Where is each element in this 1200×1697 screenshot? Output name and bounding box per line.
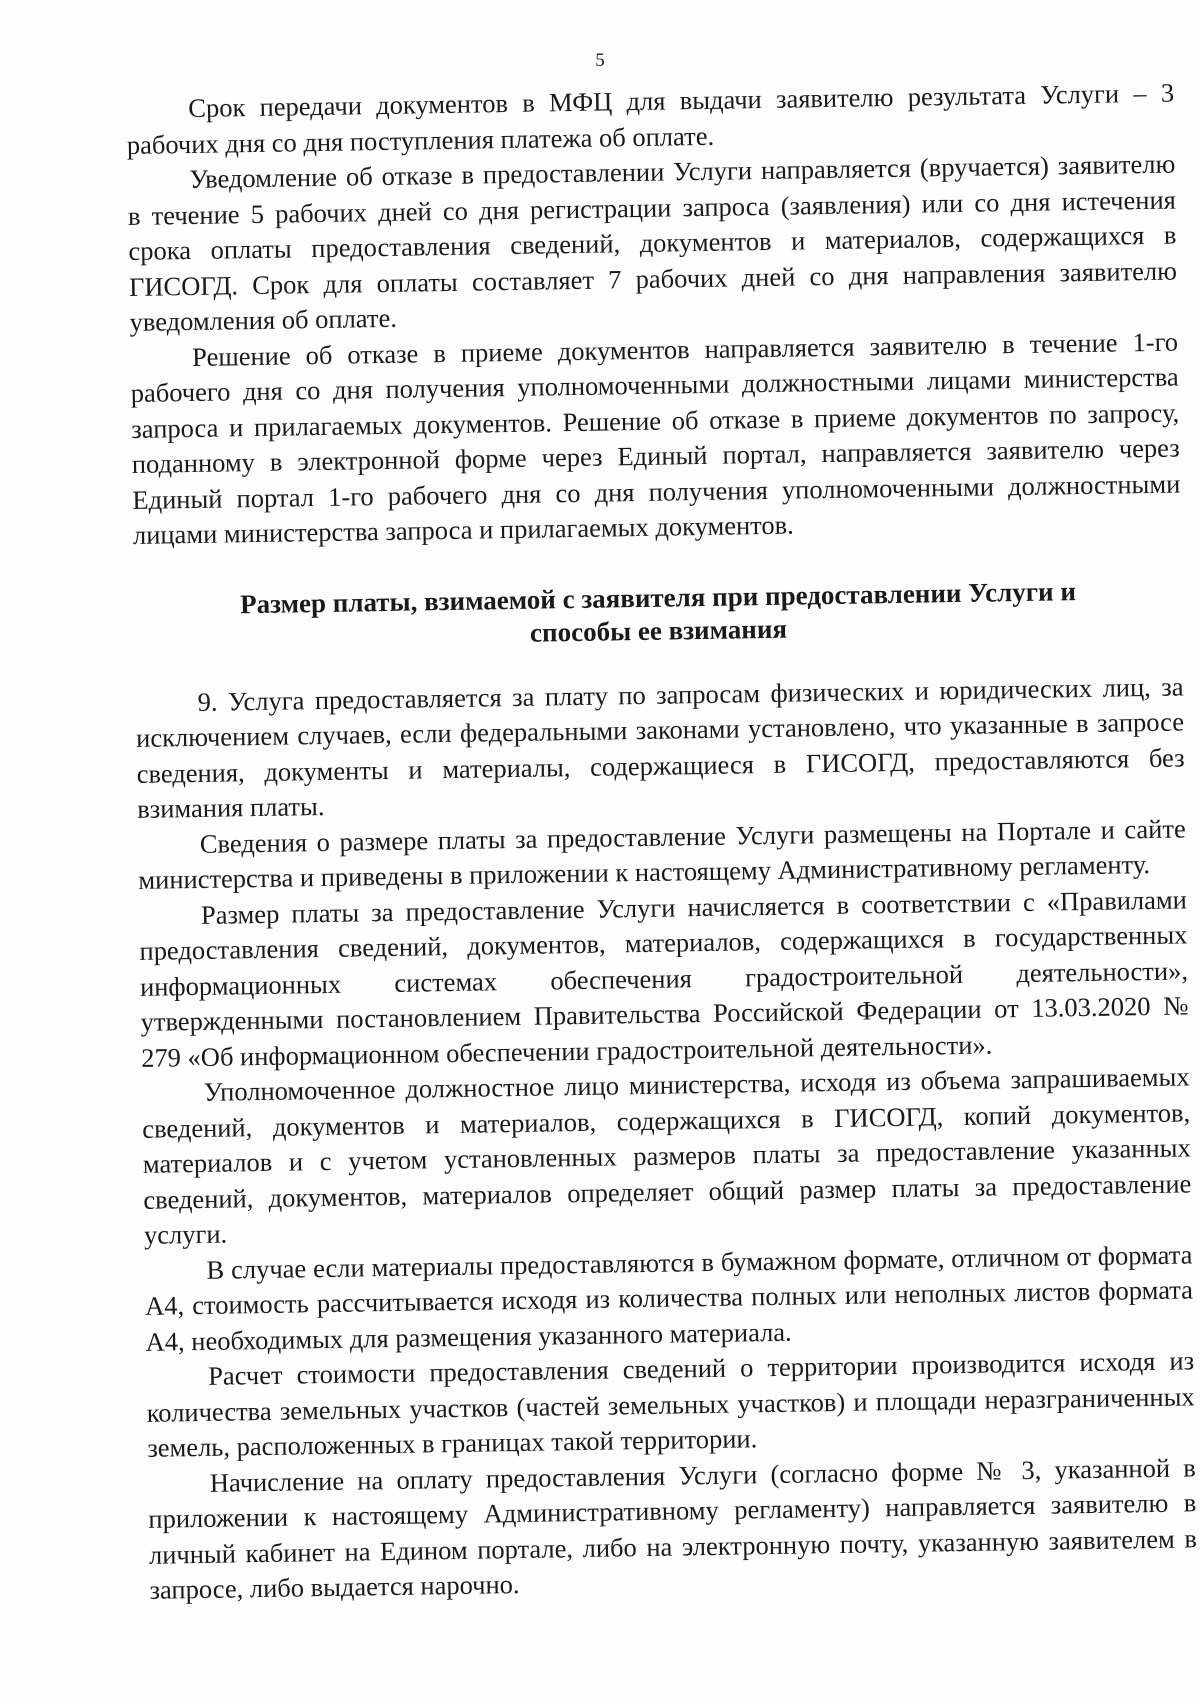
paragraph-transfer-deadline: Срок передачи документов в МФЦ для выдачи заявителю результата Услуги – 3 рабочих дня со дня поступления платежа об оплате. xyxy=(126,77,1175,160)
paragraph-territory-cost: Расчет стоимости предоставления сведений о территории производится исходя из количества земельных участков (частей земельных участков) и площади неразграниченных земель, расположенных в границах такой территории. xyxy=(146,1345,1195,1463)
section-heading xyxy=(134,573,1183,655)
paragraph-refusal-decision: Решение об отказе в приеме документов направляется заявителю в течение 1-го рабочего дня со дня получения уполномоченными должностными лицами министерства запроса и прилагаемых документов. Решение об отказе в приеме документов по запросу, поданному в электронной форме через Единый портал, направляется заявителю через Единый портал 1-го рабочего дня со дня получения уполномоченными должностными лицами министерства запроса и прилагаемых документов. xyxy=(130,326,1181,550)
paragraph-item-9: 9. Услуга предоставляется за плату по запросам физических и юридических лиц, за исключением случаев, если федеральными законами установлено, что указанные в запросе сведения, документы и материалы, содержащиеся в ГИСОГД, предоставляются без взимания платы. xyxy=(135,670,1185,824)
paragraph-fee-info: Сведения о размере платы за предоставление Услуги размещены на Портале и сайте министерства и приведены в приложении к настоящему Административному регламенту. xyxy=(138,812,1186,895)
paragraph-fee-calculation: Уполномоченное должностное лицо министерства, исходя из объема запрашиваемых сведений, документов и материалов, содержащихся в ГИСОГД, копий документов, материалов и с учетом установленных размеров платы за предоставление указанных сведений, документов, материалов определяет общий размер платы за предоставление услуги. xyxy=(142,1061,1192,1250)
paragraph-payment-delivery: Начисление на оплату предоставления Услуги (согласно форме № 3, указанной в приложении к настоящему Административному регламенту) направляется заявителю в личный кабинет на Едином портале, либо на электронную почту, указанную заявителем в запросе, либо выдается нарочно. xyxy=(148,1451,1198,1605)
paragraph-fee-rules: Размер платы за предоставление Услуги начисляется в соответствии с «Правилами предоставления сведений, документов, материалов, содержащихся в государственных информационных системах обеспечения градостроительной деятельности», утвержденными постановлением Правительства Российской Федерации от 13.03.2020 № 279 «Об информационном обеспечении градостроительной деятельности». xyxy=(139,883,1189,1073)
section-heading-line-1: Размер платы, взимаемой с заявителя при предоставлении Услуги и xyxy=(239,575,1077,619)
paragraph-paper-format: В случае если материалы предоставляются в бумажном формате, отличном от формата А4, стоимость рассчитывается исходя из количества полных или неполных листов формата А4, необходимых для размещения указанного материала. xyxy=(144,1238,1194,1357)
page-number: 5 xyxy=(595,50,605,71)
document-body xyxy=(126,76,1198,1609)
section-heading-line-2: способы ее взимания xyxy=(529,613,788,648)
paragraph-refusal-notice: Уведомление об отказе в предоставлении Услуги направляется (вручается) заявителю в течение 5 рабочих дней со дня регистрации запроса (заявления) или со дня истечения срока оплаты предоставления сведений, документов и материалов, содержащихся в ГИСОГД. Срок для оплаты составляет 7 рабочих дней со дня направления заявителю уведомления об оплате. xyxy=(127,148,1178,337)
